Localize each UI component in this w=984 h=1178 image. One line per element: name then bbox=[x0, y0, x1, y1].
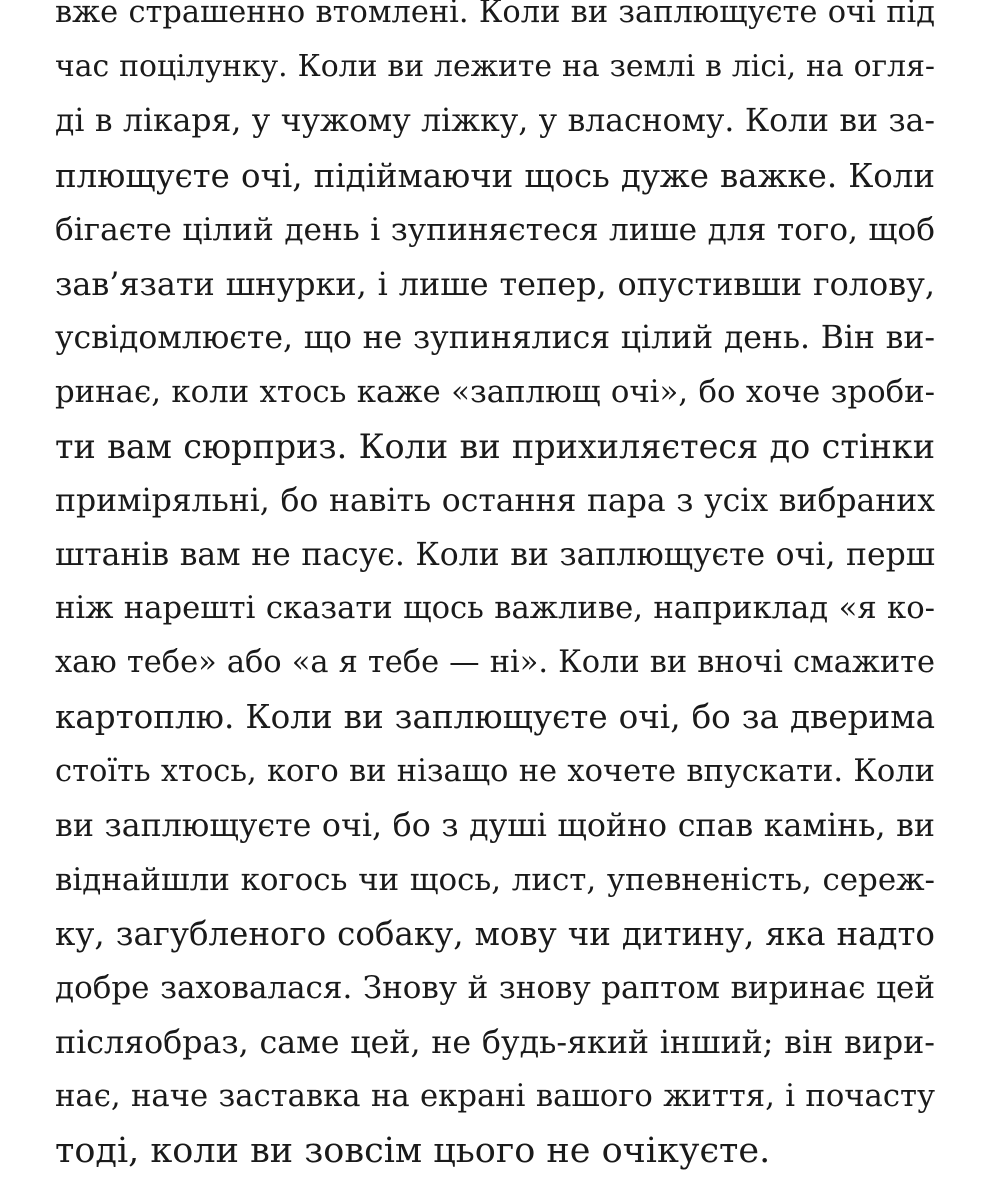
text-line: ти вам сюрприз. Коли ви прихиляєтеся до стінки bbox=[55, 426, 935, 466]
text-line: нає, наче заставка на екрані вашого життя, і почасту bbox=[55, 1078, 935, 1114]
text-line: ді в лікаря, у чужому ліжку, у власному. Коли ви за- bbox=[55, 103, 935, 140]
text-line: ку, загубленого собаку, мову чи дитину, яка надто bbox=[55, 915, 935, 954]
text-line: тоді, коли ви зовсім цього не очікуєте. bbox=[55, 1130, 771, 1171]
text-line: бігаєте цілий день і зупиняєтеся лише для того, щоб bbox=[55, 211, 935, 248]
text-line: картоплю. Коли ви заплющуєте очі, бо за дверима bbox=[55, 698, 935, 737]
text-line: усвідомлюєте, що не зупинялися цілий день. Він ви- bbox=[55, 320, 935, 357]
text-line: ринає, коли хтось каже «заплющ очі», бо хоче зроби- bbox=[55, 374, 935, 411]
text-line: час поцілунку. Коли ви лежите на землі в лісі, на огля- bbox=[55, 49, 935, 85]
text-line: вже страшенно втомлені. Коли ви заплющуєте очі під bbox=[55, 0, 935, 30]
text-line: штанів вам не пасує. Коли ви заплющуєте очі, перш bbox=[55, 536, 935, 573]
text-line: зав’язати шнурки, і лише тепер, опустивши голову, bbox=[55, 264, 935, 303]
text-line: ніж нарешті сказати щось важливе, наприклад «я ко- bbox=[55, 591, 935, 627]
text-line: приміряльні, бо навіть остання пара з усіх вибраних bbox=[55, 482, 935, 519]
text-line: післяобраз, саме цей, не будь-який інший; він вири- bbox=[55, 1024, 935, 1061]
text-line: плющуєте очі, підіймаючи щось дуже важке. Коли bbox=[55, 156, 935, 195]
text-line: ви заплющуєте очі, бо з душі щойно спав камінь, ви bbox=[55, 807, 935, 844]
body-text bbox=[55, 0, 935, 1178]
text-line: віднайшли когось чи щось, лист, упевненість, сереж- bbox=[55, 862, 935, 898]
text-line: хаю тебе» або «а я тебе — ні». Коли ви вночі смажите bbox=[55, 645, 935, 681]
text-line: стоїть хтось, кого ви нізащо не хочете впускати. Коли bbox=[55, 753, 935, 789]
text-line: добре заховалася. Знову й знову раптом виринає цей bbox=[55, 970, 935, 1007]
